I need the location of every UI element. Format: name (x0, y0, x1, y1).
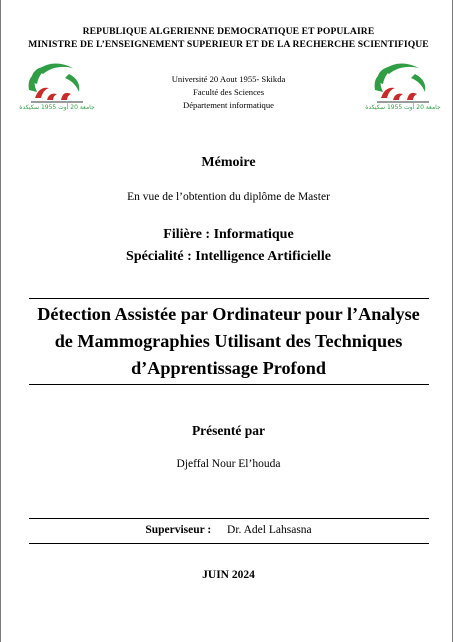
supervisor-label: Superviseur : (145, 524, 212, 536)
university-name: Université 20 Aout 1955- Skikda (171, 74, 286, 84)
ministry-header: MINISTRE DE L’ENSEIGNEMENT SUPERIEUR ET DE LA RECHERCHE SCIENTIFIQUE (28, 39, 429, 50)
supervisor-top-rule (29, 518, 429, 519)
author-name: Djeffal Nour El’houda (176, 458, 281, 470)
title-top-rule (29, 298, 429, 299)
supervisor-line (1, 524, 456, 536)
thesis-title-line-1: Détection Assistée par Ordinateur pour l’Analyse (37, 304, 420, 324)
supervisor-bottom-rule (29, 543, 429, 544)
department-name: Département informatique (183, 100, 274, 110)
republic-header: REPUBLIQUE ALGERIENNE DEMOCRATIQUE ET POPULAIRE (82, 26, 375, 37)
logo-caption: جامعة 20 أوت 1955 سكيكدة (365, 104, 441, 111)
filiere: Filière : Informatique (163, 227, 294, 242)
university-logo-right (365, 60, 441, 111)
submission-date: JUIN 2024 (202, 569, 255, 581)
thesis-title-line-2: de Mammographies Utilisant des Techniques (54, 331, 403, 351)
degree-purpose: En vue de l’obtention du diplôme de Master (127, 191, 330, 203)
document-type: Mémoire (201, 155, 256, 170)
presented-by-label: Présenté par (191, 423, 266, 438)
specialite: Spécialité : Intelligence Artificielle (126, 249, 331, 264)
title-bottom-rule (29, 384, 429, 385)
thesis-title-line-3: d’Apprentissage Profond (131, 358, 326, 378)
supervisor-name: Dr. Adel Lahsasna (227, 524, 312, 536)
logo-caption: جامعة 20 أوت 1955 سكيكدة (19, 104, 95, 111)
faculty-name: Faculté des Sciences (192, 87, 265, 97)
